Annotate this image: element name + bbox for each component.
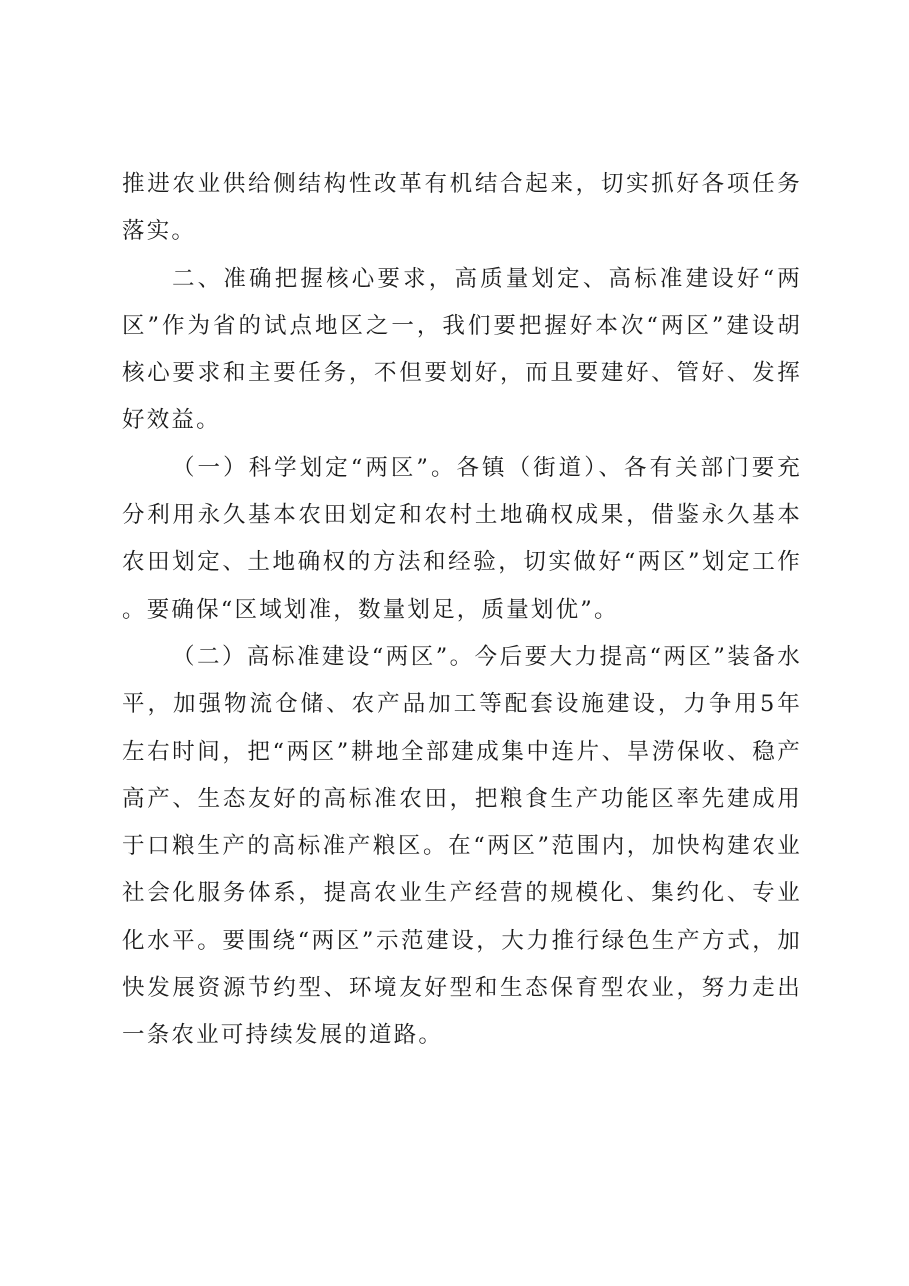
paragraph-continuation: 推进农业供给侧结构性改革有机结合起来，切实抓好各项任务落实。 <box>122 171 802 245</box>
paragraph-item-2: （二）高标准建设“两区”。今后要大力提高“两区”装备水平，加强物流仓储、农产品加工等配套设施建设，力争用5年左右时间，把“两区”耕地全部建成集中连片、旱涝保收、稳产高产、生态友好的高标准农田，把粮食生产功能区率先建成用于口粮生产的高标准产粮区。在“两区”范围内，加快构建农业社会化服务体系，提高农业生产经营的规模化、集约化、专业化水平。要围绕“两区”示范建设，大力推行绿色生产方式，加快发展资源节约型、环境友好型和生态保育型农业，努力走出一条农业可持续发展的道路。 <box>122 643 802 1049</box>
paragraph-section-2: 二、准确把握核心要求，高质量划定、高标准建设好“两区”作为省的试点地区之一，我们要把握好本次“两区”建设胡核心要求和主要任务，不但要划好，而且要建好、管好、发挥好效益。 <box>122 265 802 434</box>
paragraph-item-1: （一）科学划定“两区”。各镇（街道）、各有关部门要充分利用永久基本农田划定和农村土地确权成果，借鉴永久基本农田划定、土地确权的方法和经验，切实做好“两区”划定工作。要确保“区域划准，数量划足，质量划优”。 <box>122 454 802 623</box>
document-body <box>122 161 802 1060</box>
